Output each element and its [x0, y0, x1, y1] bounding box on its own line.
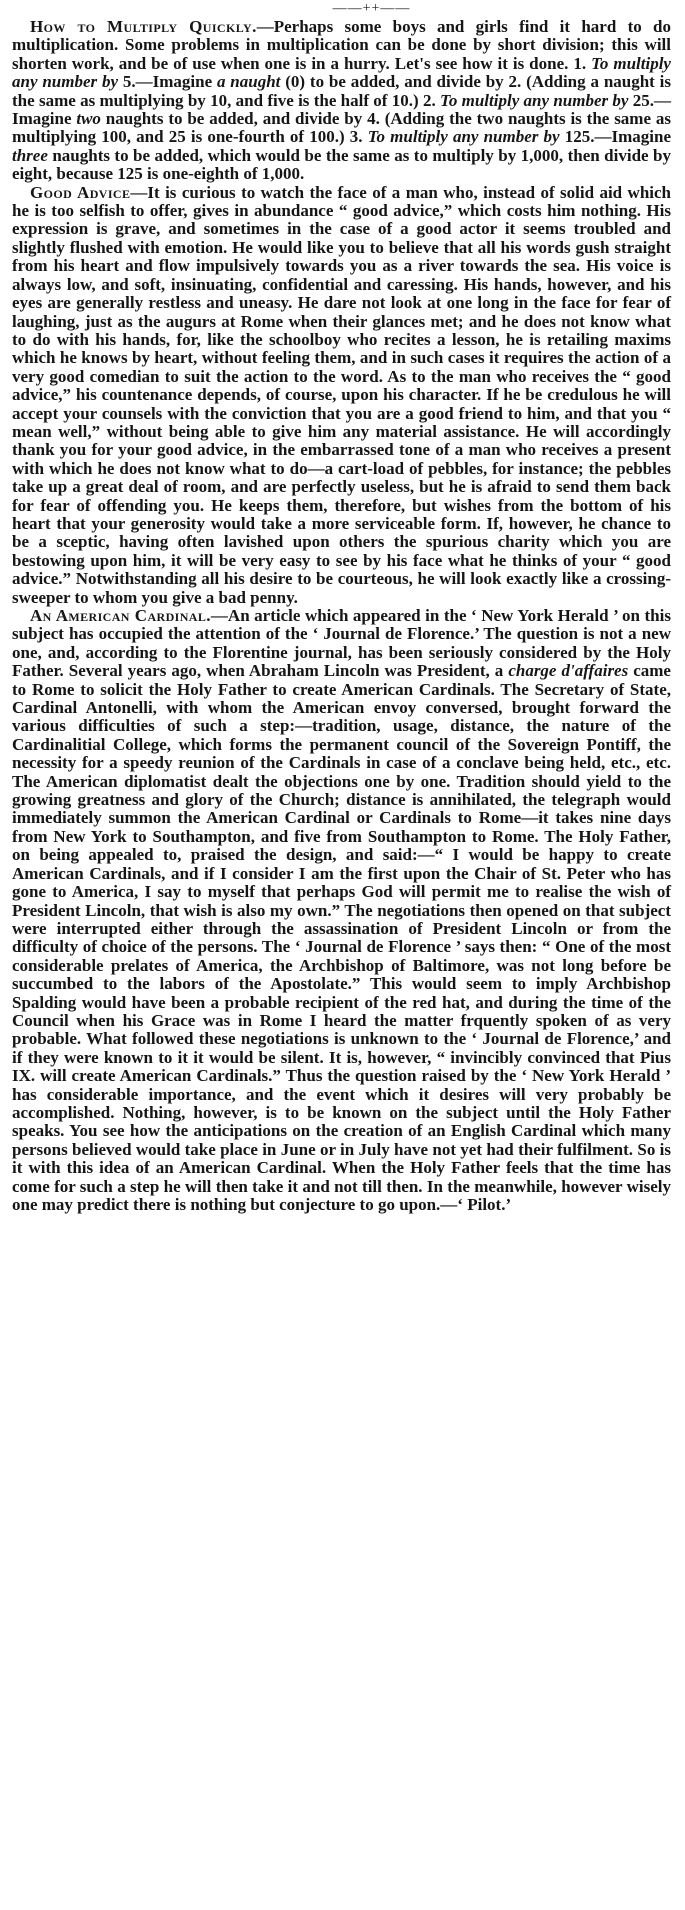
- text-run: 125.—Imagine: [559, 127, 671, 147]
- italic-phrase: To multiply any number by: [367, 127, 560, 147]
- article-american-cardinal: [12, 607, 671, 1214]
- text-run: naughts to be added, which would be the same as to multiply by 1,000, then divide by eight, because 125 is one-eighth of 1,000.: [12, 145, 671, 184]
- italic-phrase: a naught: [216, 72, 281, 92]
- italic-phrase: two: [76, 109, 101, 129]
- article-paragraph: [12, 18, 671, 184]
- italic-phrase: To multiply any number by: [440, 90, 629, 110]
- article-heading: Good Advice: [30, 182, 131, 202]
- italic-phrase: three: [12, 145, 48, 165]
- article-body: [12, 183, 671, 607]
- text-run: (0) to be added, and divide by 2. (Adding a naught is the same as multiplying by 10, and five is the half of 10.) 2.: [12, 72, 672, 110]
- italic-phrase: charge d'affaires: [508, 661, 629, 681]
- text-run: —Perhaps some boys and girls find it hard to do multiplication. Some problems in multiplication can be done by short division; this will shorten work, and be of use when one is in a hurry. Let's see how it is done. 1.: [12, 17, 671, 73]
- text-run: 25.—Imagine: [12, 90, 671, 129]
- italic-phrase: To multiply any number by: [12, 53, 671, 92]
- article-body: [12, 17, 671, 183]
- article-multiply-quickly: [12, 18, 671, 184]
- article-paragraph: [12, 607, 671, 1214]
- article-good-advice: [12, 184, 671, 607]
- section-divider-ornament: ——++——: [332, 1, 411, 16]
- text-run: 5.—Imagine: [118, 72, 217, 92]
- text-run: came to Rome to solicit the Holy Father to create American Cardinals. The Secretary of State, Cardinal Antonelli, with whom the American envoy conversed, brought forward the various difficulties of such a step:—tradition, usage, distance, the nature of the Cardinalitial College, which forms the permanent council of the Sovereign Pontiff, the necessity for a speedy reunion of the Cardinals in case of a conclave being held, etc., etc. The American diplomatist dealt the objections one by one. Tradition should yield to the growing greatness and glory of the Church; distance is annihilated, the telegraph would immediately summon the American Cardinal or Cardinals to Rome—it takes nine days from New York to Southampton, and five from Southampton to Rome. The Holy Father, on being appealed to, praised the design, and said:—“ I would be happy to create American Cardinals, and if I consider I am the first upon the Chair of St. Peter who has gone to America, I say to myself that perhaps God will permit me to realise the wish of President Lincoln, that wish is also my own.” The negotiations then opened on that subject were interrupted either through the assassination of President Lincoln or from the difficulty of choice of the persons. The ‘ Journal de Florence ’ says then: “ One of the most considerable prelates of America, the Archbishop of Baltimore, was not long before be succumbed to the labors of the Apostolate.” This would seem to imply Archbishop Spalding would have been a probable recipient of the red hat, and during the time of the Council when his Grace was in Rome I heard the matter frquently spoken of as very probable. What followed these negotiations is unknown to the ‘ Journal de Florence,’ and if they were known to it it would be silent. It is, however, “ invincibly convinced that Pius IX. will create American Cardinals.” Thus the question raised by the ‘ New York Herald ’ has considerable importance, and the event which it desires will very probably be accomplished. Nothing, however, is to be known on the subject until the Holy Father speaks. You see how the anticipations on the creation of an English Cardinal which many persons believed would take place in June or in July have not yet had their fulfilment. So is it with this idea of an American Cardinal. When the Holy Father feels that the time has come for such a step he will then take it and not till then. In the meanwhile, however wisely one may predict there is nothing but conjecture to go upon.—‘ Pilot.’: [12, 661, 671, 1214]
- text-run: naughts to be added, and divide by 4. (Adding the two naughts is the same as multiplying 100, and 25 is one-fourth of 100.) 3.: [12, 109, 671, 147]
- article-paragraph: [12, 184, 671, 607]
- article-heading: How to Multiply Quickly.: [30, 17, 257, 36]
- text-run: —It is curious to watch the face of a man who, instead of solid aid which he is too selfish to offer, gives in abundance “ good advice,” which costs him nothing. His expression is grave, and sometimes in the case of a good actor it seems troubled and slightly flushed with emotion. He would like you to believe that all his words gush straight from his heart and flow impulsively towards you as a river towards the sea. His voice is always low, and soft, insinuating, confidential and caressing. His hands, however, and his eyes are generally restless and uneasy. He dare not look at one long in the face for fear of laughing, just as the augurs at Rome when their glances met; and he does not know what to do with his hands, for, like the schoolboy who recites a lesson, he is retailing maxims which he knows by heart, without feeling them, and in such cases it requires the action of a very good comedian to suit the action to the word. As to the man who receives the “ good advice,” his countenance depends, of course, upon his character. If he be credulous he will accept your counsels with the conviction that you are a good friend to him, and that you “ mean well,” without being able to give him any material assistance. He will accordingly thank you for your good advice, in the embarrassed tone of a man who receives a present with which he does not know what to do—a cart-load of pebbles, for instance; the pebbles take up a great deal of room, and are perfectly useless, but he is afraid to send them back for fear of offending you. He keeps them, therefore, but wishes from the bottom of his heart that your generosity would take a more serviceable form. If, however, he chance to be a sceptic, having often lavished upon others the spurious charity which you are bestowing upon him, it will be very easy to see by his face what he thinks of your “ good advice.” Notwithstanding all his desire to be courteous, he will look exactly like a crossing-sweeper to whom you give a bad penny.: [12, 182, 672, 607]
- text-run: —An article which appeared in the ‘ New York Herald ’ on this subject has occupied the attention of the ‘ Journal de Florence.’ The question is not a new one, and, according to the Florentine journal, has been seriously considered by the Holy Father. Several years ago, when Abraham Lincoln was President, a: [12, 606, 671, 681]
- article-heading: An American Cardinal.: [30, 606, 211, 625]
- article-body: [12, 606, 671, 1214]
